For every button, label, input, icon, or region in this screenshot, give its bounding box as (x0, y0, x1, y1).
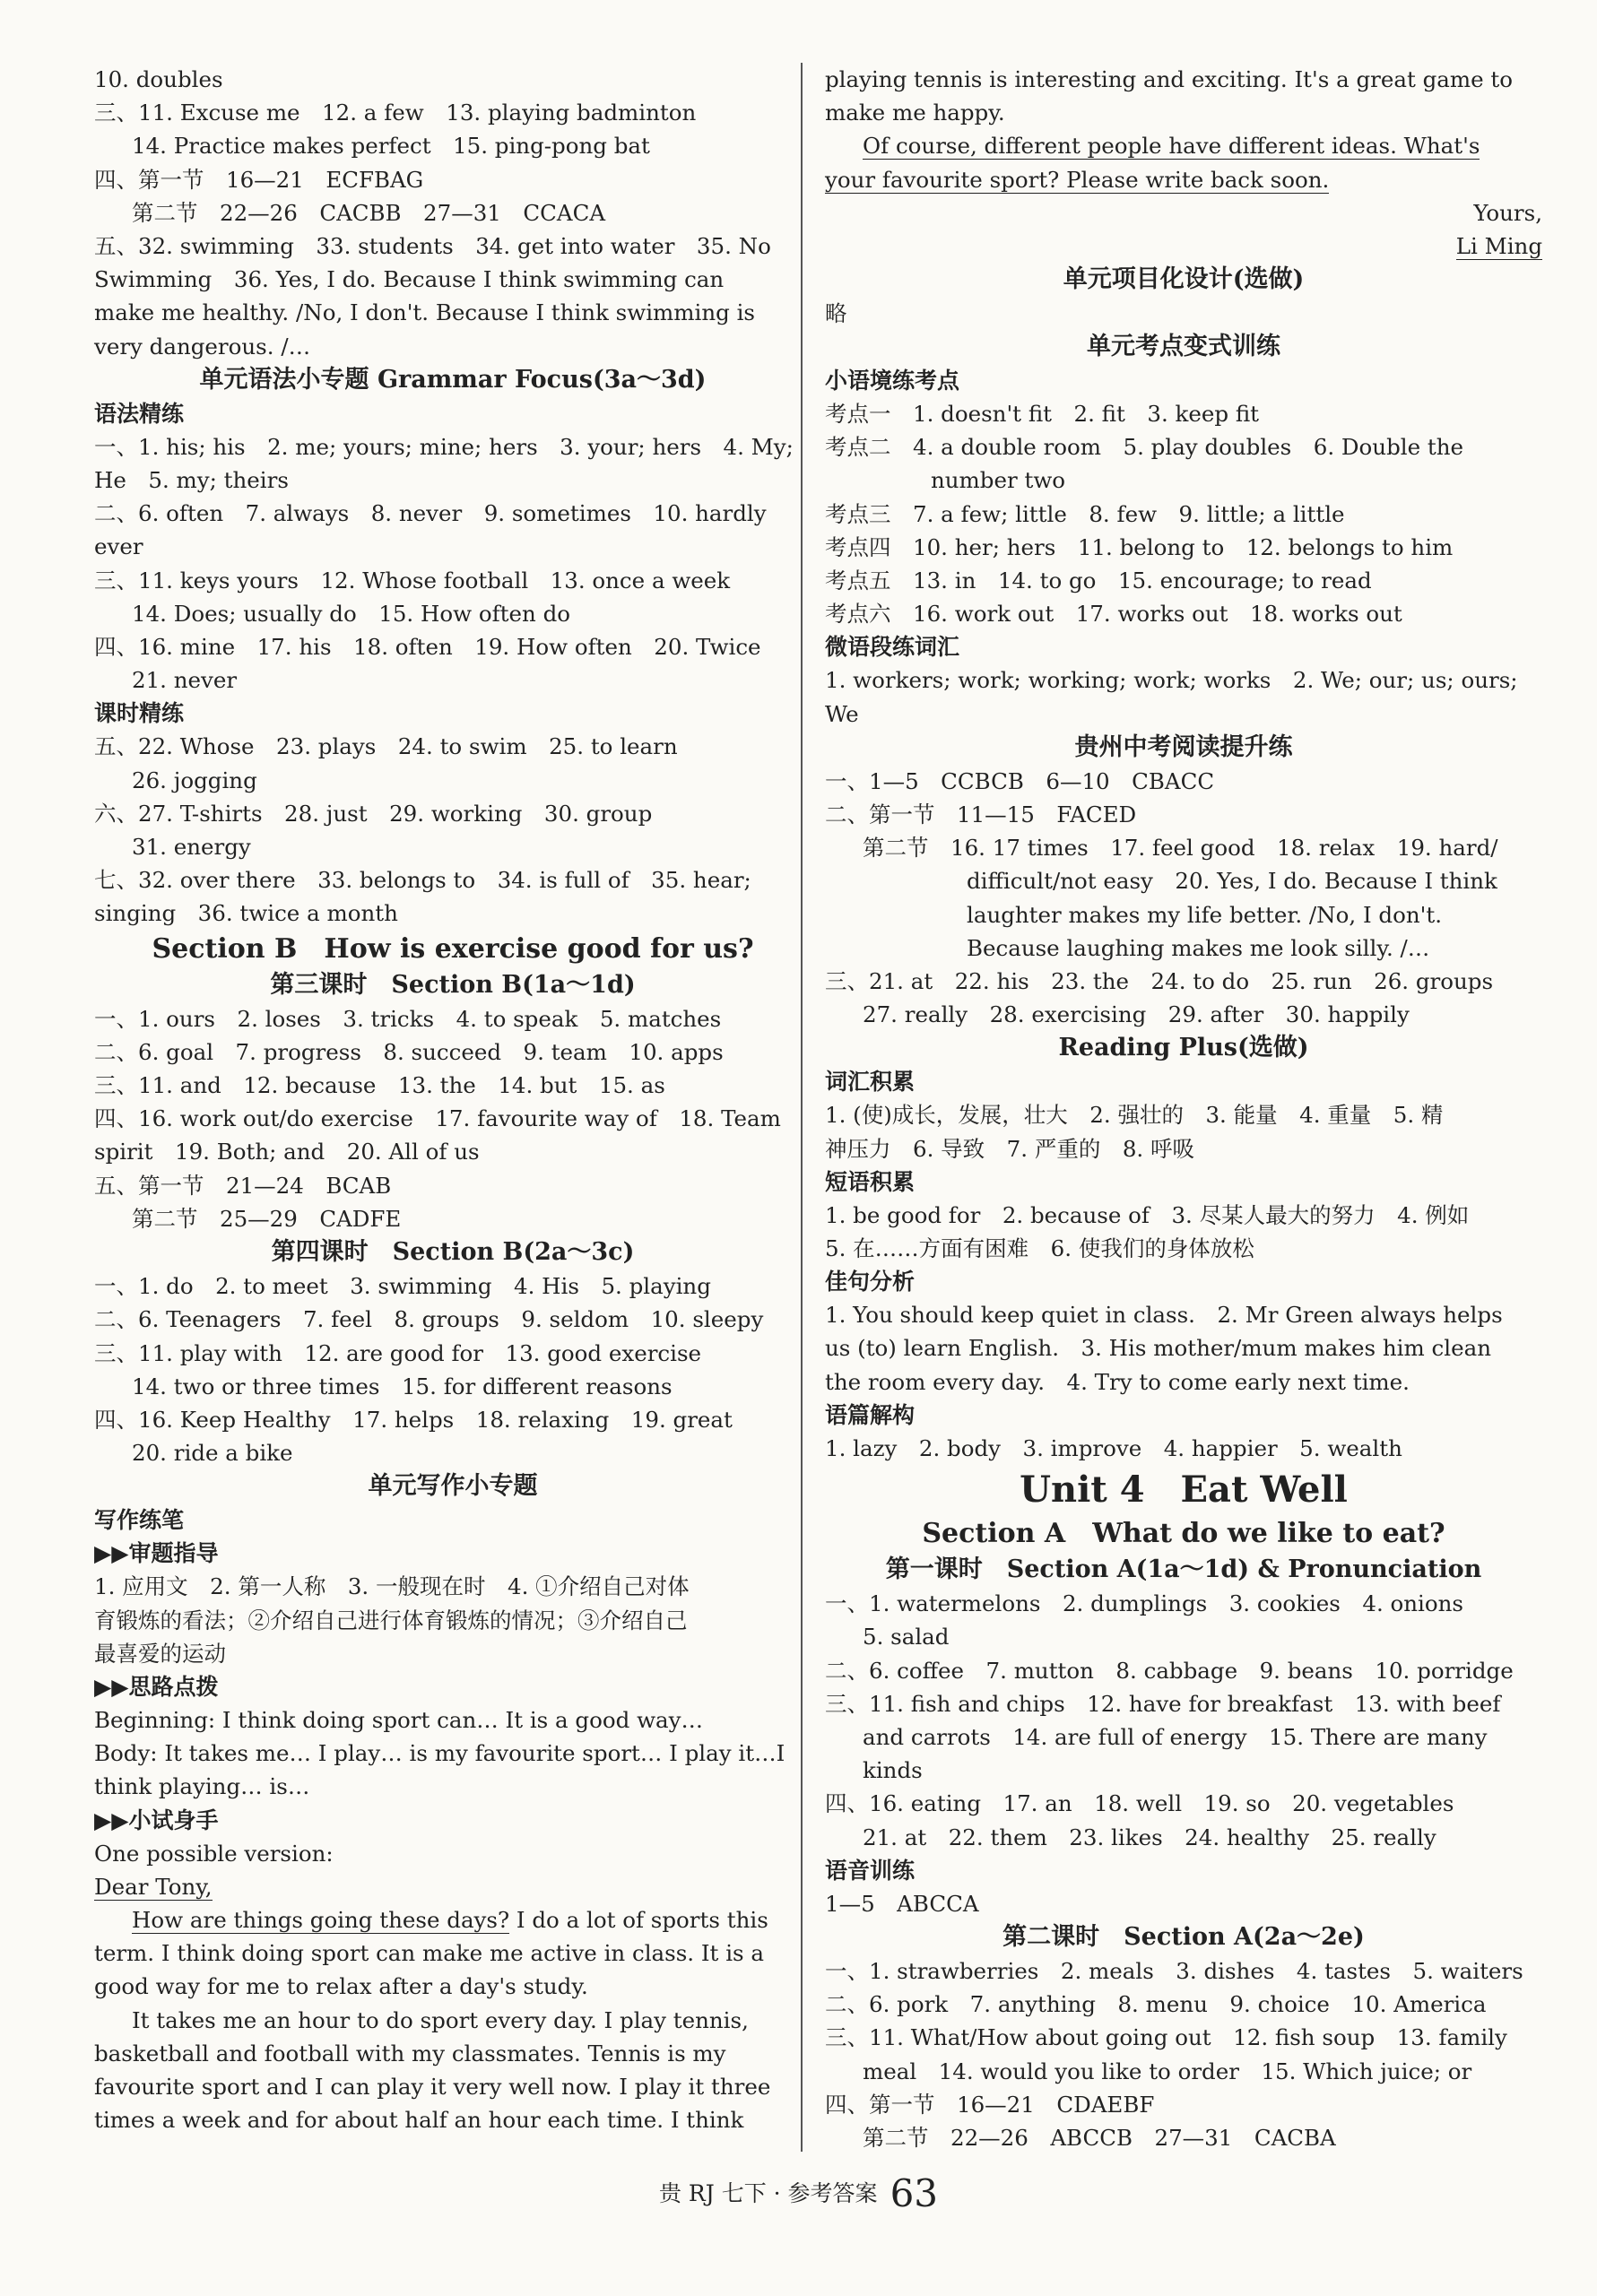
section-heading: 单元项目化设计(选做) (1063, 264, 1305, 293)
right-column (825, 63, 1542, 2154)
answer-line: 1. lazy 2. body 3. improve 4. happier 5. wealth (825, 1434, 1402, 1461)
answer-line: 四、第一节 16—21 CDAEBF (825, 2091, 1155, 2118)
answer-line: 七、32. over there 33. belongs to 34. is full of 35. hear; (94, 867, 751, 894)
left-column (94, 63, 812, 2136)
underlined-phrase: How are things going these days? (132, 1906, 510, 1933)
answer-line: 第二节 22—26 CACBB 27—31 CCACA (132, 199, 606, 226)
answer-line: 1—5 ABCCA (825, 1890, 979, 1917)
answer-line: 5. 在……方面有困难 6. 使我们的身体放松 (825, 1235, 1254, 1262)
underlined-phrase: Li Ming (1455, 232, 1542, 259)
footer-label: 贵 RJ 七下 · 参考答案 (658, 2180, 878, 2206)
answer-line: 四、16. eating 17. an 18. well 19. so 20. vegetables (825, 1790, 1454, 1817)
section-heading: 单元语法小专题 Grammar Focus(3a～3d) (199, 365, 707, 394)
answer-line: 1. You should keep quiet in class. 2. Mr Green always helps (825, 1302, 1503, 1329)
answer-line: the room every day. 4. Try to come early next time. (825, 1368, 1410, 1395)
answer-line: 最喜爱的运动 (94, 1640, 226, 1667)
answer-line: 六、27. T-shirts 28. just 29. working 30. group (94, 800, 653, 827)
section-heading: 单元考点变式训练 (1087, 333, 1280, 361)
subsection-label: 小语境练考点 (825, 368, 960, 394)
answer-line: think playing… is… (94, 1773, 310, 1800)
answer-line: kinds (863, 1757, 923, 1784)
subsection-label: 短语积累 (825, 1168, 916, 1195)
answer-line: 三、11. keys yours 12. Whose football 13. once a week (94, 567, 731, 593)
answer-line: One possible version: (94, 1840, 334, 1867)
subsection-label: ▶▶思路点拨 (94, 1673, 219, 1700)
underlined-phrase: your favourite sport? Please write back soon. (825, 166, 1330, 193)
answer-line: Because laughing makes me look silly. /… (967, 934, 1430, 961)
page-footer (0, 2171, 1597, 2215)
section-heading: 第四课时 Section B(2a～3c) (271, 1238, 635, 1267)
answer-line: 第二节 22—26 ABCCB 27—31 CACBA (863, 2124, 1336, 2151)
underlined-phrase: Of course, different people have different ideas. What's (863, 133, 1480, 160)
answer-line: meal 14. would you like to order 15. Which juice; or (863, 2058, 1472, 2084)
answer-line (825, 129, 1542, 162)
answer-line: 27. really 28. exercising 29. after 30. happily (863, 1001, 1410, 1028)
answer-line: 考点五 13. in 14. to go 15. encourage; to read (825, 568, 1372, 594)
answer-line: 一、1. do 2. to meet 3. swimming 4. His 5. playing (94, 1273, 711, 1300)
answer-line: 四、第一节 16—21 ECFBAG (94, 166, 424, 193)
page-number: 63 (890, 2171, 939, 2215)
answer-line: 二、6. Teenagers 7. feel 8. groups 9. seldom 10. sleepy (94, 1306, 764, 1333)
answer-line: 31. energy (132, 834, 251, 861)
answer-line: make me healthy. /No, I don't. Because I think swimming is (94, 299, 755, 326)
answer-line: spirit 19. Both; and 20. All of us (94, 1139, 480, 1165)
answer-line (94, 1903, 812, 1936)
answer-line: 26. jogging (132, 767, 257, 793)
subsection-label: 写作练笔 (94, 1507, 185, 1534)
answer-line: 20. ride a bike (132, 1440, 293, 1467)
subsection-label: 语篇解构 (825, 1401, 916, 1428)
answer-line: 1. workers; work; working; work; works 2. We; our; us; ours; (825, 667, 1518, 694)
subsection-label: ▶▶审题指导 (94, 1540, 219, 1567)
answer-line: us (to) learn English. 3. His mother/mum makes him clean (825, 1335, 1491, 1362)
answer-line (94, 1870, 812, 1903)
answer-line: 三、11. play with 12. are good for 13. good exercise (94, 1339, 702, 1366)
answer-line: 第二节 25—29 CADFE (132, 1205, 402, 1232)
subsection-label: 语法精练 (94, 400, 185, 427)
answer-line: ever (94, 533, 143, 560)
answer-line: playing tennis is interesting and exciting. It's a great game to (825, 66, 1514, 92)
answer-line: 三、21. at 22. his 23. the 24. to do 25. run 26. groups (825, 968, 1494, 995)
answer-line: 三、11. fish and chips 12. have for breakfast 13. with beef (825, 1690, 1501, 1717)
answer-line: favourite sport and I can play it very well now. I play it three (94, 2073, 771, 2100)
line-rest: I do a lot of sports this (509, 1906, 768, 1933)
answer-line: 14. Does; usually do 15. How often do (132, 600, 571, 627)
answer-line: singing 36. twice a month (94, 900, 398, 927)
subsection-label: 词汇积累 (825, 1069, 916, 1096)
answer-line: 1. (使)成长，发展，壮大 2. 强壮的 3. 能量 4. 重量 5. 精 (825, 1102, 1444, 1129)
answer-line: number two (931, 467, 1066, 494)
answer-line: 一、1. ours 2. loses 3. tricks 4. to speak 5. matches (94, 1005, 722, 1032)
answer-line: 五、第一节 21—24 BCAB (94, 1172, 392, 1199)
answer-line: 育锻炼的看法；②介绍自己进行体育锻炼的情况；③介绍自己 (94, 1607, 688, 1633)
answer-line: 略 (825, 299, 847, 326)
answer-line: He 5. my; theirs (94, 467, 289, 494)
answer-line: 三、11. Excuse me 12. a few 13. playing badminton (94, 100, 697, 126)
section-heading: 贵州中考阅读提升练 (1074, 732, 1293, 761)
answer-line: 1. 应用文 2. 第一人称 3. 一般现在时 4. ①介绍自己对体 (94, 1573, 690, 1600)
letter-signature (825, 230, 1542, 263)
section-title: Section B How is exercise good for us? (152, 932, 754, 965)
answer-line: 考点二 4. a double room 5. play doubles 6. Double the (825, 434, 1464, 461)
answer-line: 5. salad (863, 1624, 950, 1651)
answer-line: basketball and football with my classmates. Tennis is my (94, 2040, 726, 2066)
answer-line: We (825, 700, 859, 727)
answer-line: 第二节 16. 17 times 17. feel good 18. relax 19. hard/ (863, 835, 1498, 862)
answer-line: 五、22. Whose 23. plays 24. to swim 25. to learn (94, 733, 678, 760)
underlined-phrase: Dear Tony, (94, 1873, 213, 1900)
answer-line: 一、1. strawberries 2. meals 3. dishes 4. tastes 5. waiters (825, 1957, 1523, 1984)
answer-line: term. I think doing sport can make me active in class. It is a (94, 1940, 764, 1967)
answer-line: Body: It takes me… I play… is my favourite sport… I play it…I (94, 1740, 785, 1767)
answer-line: Beginning: I think doing sport can… It is a good way… (94, 1706, 704, 1733)
subsection-label: 微语段练词汇 (825, 634, 960, 661)
letter-signature: Yours, (1473, 199, 1542, 226)
answer-line: 神压力 6. 导致 7. 严重的 8. 呼吸 (825, 1135, 1194, 1162)
answer-line: 21. at 22. them 23. likes 24. healthy 25. really (863, 1824, 1436, 1850)
answer-line: Swimming 36. Yes, I do. Because I think swimming can (94, 266, 725, 293)
answer-line: 21. never (132, 667, 238, 694)
answer-line: 一、1. watermelons 2. dumplings 3. cookies 4. onions (825, 1590, 1463, 1617)
answer-line: It takes me an hour to do sport every day. I play tennis, (132, 2006, 749, 2033)
section-heading: 第一课时 Section A(1a～1d) & Pronunciation (885, 1555, 1482, 1584)
answer-line: 二、6. pork 7. anything 8. menu 9. choice 10. America (825, 1991, 1487, 2018)
answer-line: 三、11. and 12. because 13. the 14. but 15. as (94, 1072, 665, 1099)
answer-line: times a week and for about half an hour each time. I think (94, 2107, 744, 2134)
answer-line: 二、第一节 11—15 FACED (825, 801, 1137, 828)
subsection-label: ▶▶小试身手 (94, 1806, 219, 1833)
answer-line: very dangerous. /… (94, 333, 311, 360)
answer-line: 二、6. goal 7. progress 8. succeed 9. team 10. apps (94, 1038, 724, 1065)
section-heading: 单元写作小专题 (368, 1472, 538, 1501)
subsection-label: 语音训练 (825, 1857, 916, 1884)
answer-line: 四、16. mine 17. his 18. often 19. How often 20. Twice (94, 634, 761, 661)
answer-line: 1. be good for 2. because of 3. 尽某人最大的努力 4. 例如 (825, 1201, 1470, 1228)
answer-line: 10. doubles (94, 66, 223, 92)
answer-line: 一、1. his; his 2. me; yours; mine; hers 3. your; hers 4. My; (94, 433, 794, 460)
section-heading: 第二课时 Section A(2a～2e) (1002, 1922, 1365, 1951)
answer-line: good way for me to relax after a day's study. (94, 1973, 588, 2000)
answer-line: make me happy. (825, 100, 1005, 126)
answer-line: 二、6. often 7. always 8. never 9. sometimes 10. hardly (94, 500, 767, 527)
answer-line: difficult/not easy 20. Yes, I do. Because I think (967, 868, 1497, 895)
answer-line: 考点一 1. doesn't fit 2. fit 3. keep fit (825, 401, 1260, 428)
answer-line: 一、1—5 CCBCB 6—10 CBACC (825, 767, 1215, 794)
answer-line: 考点四 10. her; hers 11. belong to 12. belongs to him (825, 533, 1454, 560)
answer-line: 四、16. Keep Healthy 17. helps 18. relaxing 19. great (94, 1406, 733, 1433)
answer-line (825, 163, 1542, 196)
section-heading: Reading Plus(选做) (1058, 1034, 1309, 1062)
subsection-label: 课时精练 (94, 700, 185, 727)
answer-line: 14. two or three times 15. for different reasons (132, 1373, 673, 1399)
answer-line: 考点六 16. work out 17. works out 18. works out (825, 601, 1402, 628)
column-divider (801, 63, 803, 2152)
answer-line: 14. Practice makes perfect 15. ping-pong bat (132, 133, 650, 160)
answer-line: 二、6. coffee 7. mutton 8. cabbage 9. beans 10. porridge (825, 1657, 1514, 1684)
answer-line: 三、11. What/How about going out 12. fish soup 13. family (825, 2024, 1507, 2051)
answer-line: 考点三 7. a few; little 8. few 9. little; a little (825, 500, 1345, 527)
section-title: Section A What do we like to eat? (922, 1518, 1445, 1550)
unit-title: Unit 4 Eat Well (1020, 1469, 1348, 1512)
answer-line: and carrots 14. are full of energy 15. There are many (863, 1723, 1488, 1750)
answer-line: laughter makes my life better. /No, I don't. (967, 901, 1442, 928)
section-heading: 第三课时 Section B(1a～1d) (270, 970, 636, 999)
subsection-label: 佳句分析 (825, 1269, 916, 1295)
answer-line: 五、32. swimming 33. students 34. get into water 35. No (94, 233, 771, 260)
answer-line: 四、16. work out/do exercise 17. favourite way of 18. Team (94, 1105, 781, 1132)
